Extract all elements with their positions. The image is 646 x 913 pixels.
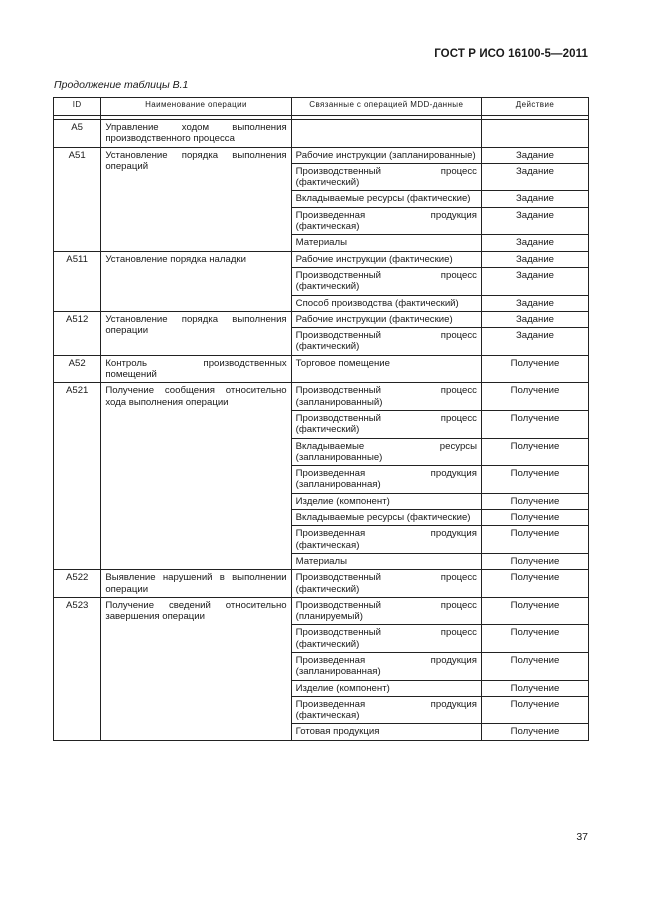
- mdd-data-cell: Рабочие инструкции (фактические): [291, 251, 481, 267]
- table-row: [54, 120, 589, 148]
- standard-code: ГОСТ Р ИСО 16100-5—2011: [434, 48, 588, 60]
- operation-id: A5: [54, 120, 101, 148]
- action-cell: Получение: [481, 438, 588, 466]
- mdd-data-cell: Производственный процесс (фактический): [291, 328, 481, 356]
- action-cell: Получение: [481, 466, 588, 494]
- action-cell: Получение: [481, 553, 588, 569]
- column-header-mdd-data: Связанные с операцией MDD-данные: [291, 98, 481, 116]
- page-number: 37: [576, 831, 588, 843]
- mdd-data-cell: Изделие (компонент): [291, 493, 481, 509]
- table-row: [54, 355, 589, 383]
- mdd-data-cell: Торговое помещение: [291, 355, 481, 383]
- action-cell: Получение: [481, 724, 588, 740]
- mdd-data-cell: Материалы: [291, 235, 481, 251]
- action-cell: Задание: [481, 235, 588, 251]
- operation-name: Установление порядка выполнения операции: [101, 311, 291, 355]
- action-cell: Задание: [481, 328, 588, 356]
- action-cell: Получение: [481, 696, 588, 724]
- table-row: [54, 251, 589, 267]
- operations-table: [53, 97, 589, 741]
- operation-name: Получение сведений относительно завершения операции: [101, 597, 291, 740]
- table-row: [54, 311, 589, 327]
- action-cell: Задание: [481, 163, 588, 191]
- mdd-data-cell: Производственный процесс (запланированный): [291, 383, 481, 411]
- action-cell: Задание: [481, 311, 588, 327]
- action-cell: Задание: [481, 267, 588, 295]
- mdd-data-cell: Способ производства (фактический): [291, 295, 481, 311]
- operation-name: Управление ходом выполнения производственного процесса: [101, 120, 291, 148]
- mdd-data-cell: Производственный процесс (фактический): [291, 625, 481, 653]
- action-cell: Получение: [481, 652, 588, 680]
- table-row: [54, 383, 589, 411]
- action-cell: Получение: [481, 680, 588, 696]
- operation-name: Контроль производственных помещений: [101, 355, 291, 383]
- table-caption: Продолжение таблицы В.1: [54, 79, 189, 91]
- action-cell: Задание: [481, 191, 588, 207]
- operation-id: A52: [54, 355, 101, 383]
- mdd-data-cell: [291, 120, 481, 148]
- action-cell: [481, 120, 588, 148]
- action-cell: Задание: [481, 251, 588, 267]
- action-cell: Задание: [481, 207, 588, 235]
- action-cell: Получение: [481, 625, 588, 653]
- mdd-data-cell: Рабочие инструкции (запланированные): [291, 147, 481, 163]
- table-row: [54, 570, 589, 598]
- mdd-data-cell: Производственный процесс (фактический): [291, 570, 481, 598]
- mdd-data-cell: Вкладываемые ресурсы (запланированные): [291, 438, 481, 466]
- operation-id: A522: [54, 570, 101, 598]
- mdd-data-cell: Произведенная продукция (фактическая): [291, 526, 481, 554]
- table-header-row: [54, 98, 589, 116]
- operation-name: Получение сообщения относительно хода выполнения операции: [101, 383, 291, 570]
- mdd-data-cell: Производственный процесс (планируемый): [291, 597, 481, 625]
- mdd-data-cell: Произведенная продукция (запланированная): [291, 466, 481, 494]
- action-cell: Получение: [481, 570, 588, 598]
- mdd-data-cell: Произведенная продукция (запланированная): [291, 652, 481, 680]
- mdd-data-cell: Материалы: [291, 553, 481, 569]
- mdd-data-cell: Готовая продукция: [291, 724, 481, 740]
- operation-id: A511: [54, 251, 101, 311]
- operation-id: A51: [54, 147, 101, 251]
- mdd-data-cell: Рабочие инструкции (фактические): [291, 311, 481, 327]
- column-header-action: Действие: [481, 98, 588, 116]
- mdd-data-cell: Производственный процесс (фактический): [291, 267, 481, 295]
- action-cell: Задание: [481, 147, 588, 163]
- mdd-data-cell: Производственный процесс (фактический): [291, 410, 481, 438]
- action-cell: Получение: [481, 510, 588, 526]
- action-cell: Получение: [481, 597, 588, 625]
- table-row: [54, 597, 589, 625]
- mdd-data-cell: Произведенная продукция (фактическая): [291, 207, 481, 235]
- column-header-operation-name: Наименование операции: [101, 98, 291, 116]
- action-cell: Получение: [481, 355, 588, 383]
- operation-name: Установление порядка выполнения операций: [101, 147, 291, 251]
- column-header-id: ID: [54, 98, 101, 116]
- mdd-data-cell: Произведенная продукция (фактическая): [291, 696, 481, 724]
- mdd-data-cell: Вкладываемые ресурсы (фактические): [291, 191, 481, 207]
- operation-id: A523: [54, 597, 101, 740]
- action-cell: Получение: [481, 383, 588, 411]
- mdd-data-cell: Производственный процесс (фактический): [291, 163, 481, 191]
- operation-name: Выявление нарушений в выполнении операции: [101, 570, 291, 598]
- table-row: [54, 147, 589, 163]
- mdd-data-cell: Вкладываемые ресурсы (фактические): [291, 510, 481, 526]
- action-cell: Задание: [481, 295, 588, 311]
- operation-id: A512: [54, 311, 101, 355]
- table-body: [54, 116, 589, 741]
- mdd-data-cell: Изделие (компонент): [291, 680, 481, 696]
- action-cell: Получение: [481, 410, 588, 438]
- operation-name: Установление порядка наладки: [101, 251, 291, 311]
- action-cell: Получение: [481, 526, 588, 554]
- operation-id: A521: [54, 383, 101, 570]
- action-cell: Получение: [481, 493, 588, 509]
